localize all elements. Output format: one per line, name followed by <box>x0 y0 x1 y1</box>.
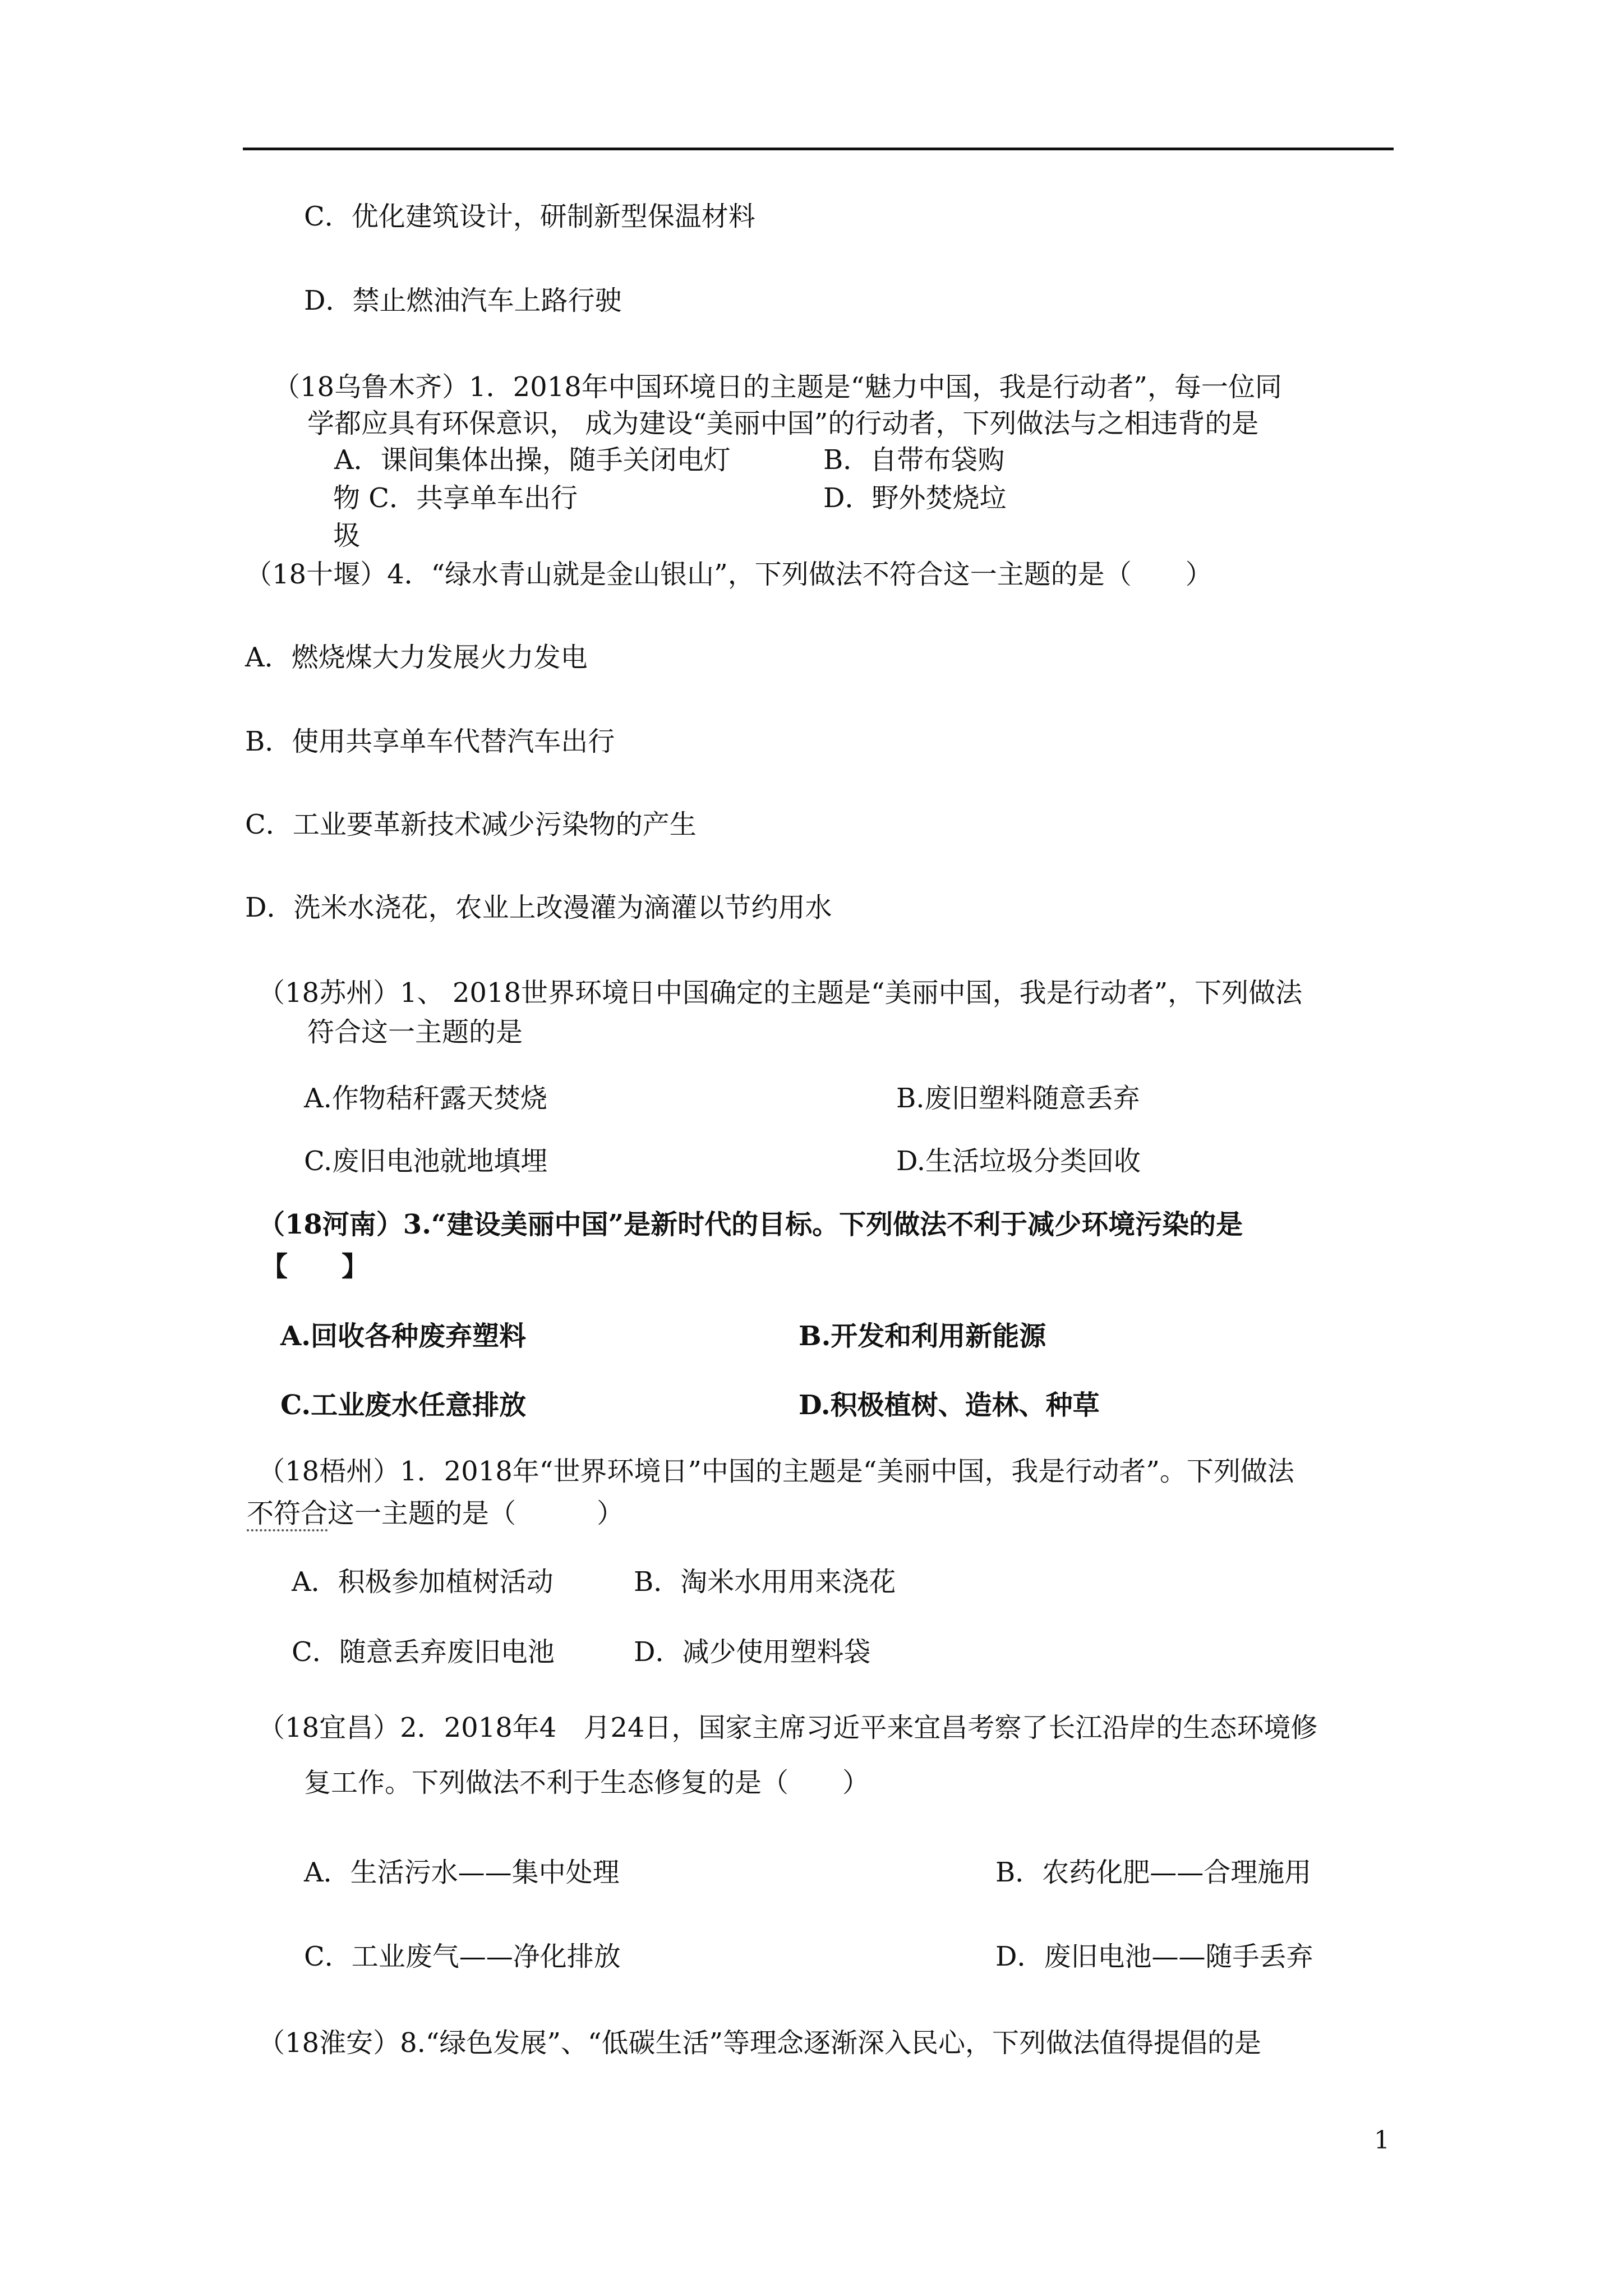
question-stem-cont: 学都应具有环保意识， 成为建设“美丽中国”的行动者，下列做法与之相违背的是 <box>307 408 1259 439</box>
option-a: A.作物秸秆露天焚烧 <box>304 1083 547 1114</box>
option-c: C.废旧电池就地填埋 <box>304 1145 548 1177</box>
question-stem: （18乌鲁木齐）1．2018年中国环境日的主题是“魅力中国，我是行动者”，每一位同 <box>273 371 1282 403</box>
option-d: D．禁止燃油汽车上路行驶 <box>304 285 622 316</box>
option-a: A．生活污水——集中处理 <box>304 1857 620 1888</box>
option-a: A.回收各种废弃塑料 <box>280 1320 526 1352</box>
question-stem: （18河南）3.“建设美丽中国”是新时代的目标。下列做法不利于减少环境污染的是 <box>258 1209 1243 1240</box>
question-stem-cont: 符合这一主题的是 <box>307 1016 523 1048</box>
option-c: C.工业废水任意排放 <box>280 1389 527 1421</box>
answer-bracket: 【 】 <box>261 1251 369 1282</box>
option-b: B．淘米水用用来浇花 <box>634 1566 896 1598</box>
question-stem: （18淮安）8.“绿色发展”、“低碳生活”等理念逐渐深入民心，下列做法值得提倡的是 <box>258 2027 1262 2059</box>
option-a: A．课间集体出操，随手关闭电灯 <box>334 444 731 476</box>
option-d: D.积极植树、造林、种草 <box>799 1389 1100 1421</box>
option-a: A．积极参加植树活动 <box>292 1566 554 1598</box>
question-stem: （18宜昌）2．2018年4 月24日，国家主席习近平来宜昌考察了长江沿岸的生态环境修 <box>258 1712 1318 1743</box>
option-c: C．工业要革新技术减少污染物的产生 <box>245 809 697 840</box>
header-rule <box>243 148 1394 150</box>
question-stem: （18梧州）1．2018年“世界环境日”中国的主题是“美丽中国，我是行动者”。下列做法 <box>258 1456 1294 1487</box>
question-stem-rest: 这一主题的是（ ） <box>328 1498 624 1529</box>
option-c: 物 C．共享单车出行 <box>333 482 578 514</box>
question-stem: （18苏州）1、 2018世界环境日中国确定的主题是“美丽中国，我是行动者”，下列做法 <box>258 977 1303 1009</box>
option-b: B.开发和利用新能源 <box>799 1320 1046 1352</box>
option-d: D.生活垃圾分类回收 <box>896 1145 1141 1177</box>
option-d-cont: 圾 <box>333 520 361 551</box>
question-stem: （18十堰）4．“绿水青山就是金山银山”，下列做法不符合这一主题的是（ ） <box>245 559 1212 590</box>
option-b: B．自带布袋购 <box>823 444 1005 476</box>
option-b: B．农药化肥——合理施用 <box>995 1857 1312 1888</box>
option-d: D．减少使用塑料袋 <box>634 1636 871 1668</box>
option-c: C．随意丢弃废旧电池 <box>292 1636 555 1668</box>
question-stem-cont <box>247 1497 624 1530</box>
option-b: B.废旧塑料随意丢弃 <box>896 1083 1140 1114</box>
underlined-keyword: 不符合 <box>247 1498 328 1531</box>
option-c: C．工业废气——净化排放 <box>304 1941 621 1972</box>
option-c: C．优化建筑设计，研制新型保温材料 <box>304 201 755 232</box>
question-stem-cont: 复工作。下列做法不利于生态修复的是（ ） <box>304 1767 870 1798</box>
option-d: D．洗米水浇花，农业上改漫灌为滴灌以节约用水 <box>245 892 832 923</box>
option-b: B．使用共享单车代替汽车出行 <box>245 726 615 757</box>
page-number: 1 <box>1374 2126 1390 2155</box>
option-a: A．燃烧煤大力发展火力发电 <box>245 642 588 673</box>
option-d: D．野外焚烧垃 <box>823 482 1007 514</box>
option-d: D．废旧电池——随手丢弃 <box>995 1941 1313 1972</box>
